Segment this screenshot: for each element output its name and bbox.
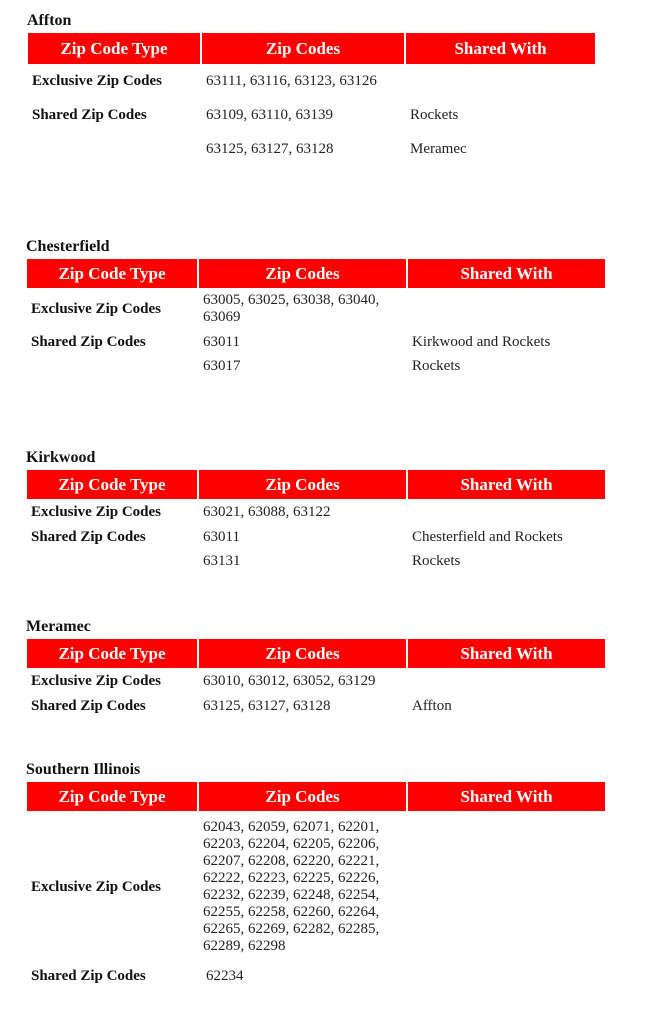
row-type: Exclusive Zip Codes: [31, 503, 162, 520]
row-zip-codes: 63131: [203, 553, 241, 569]
header-zip-code-type: Zip Code Type: [27, 782, 197, 811]
row-zip-codes: 63010, 63012, 63052, 63129: [203, 672, 376, 689]
table-header-row: [28, 33, 595, 64]
table-row: [27, 330, 605, 354]
table-row: [28, 98, 595, 132]
header-zip-codes: Zip Codes: [199, 639, 406, 668]
row-type: Exclusive Zip Codes: [31, 300, 162, 317]
header-zip-code-type: Zip Code Type: [27, 259, 197, 288]
header-zip-codes: Zip Codes: [199, 782, 406, 811]
table-row: [28, 64, 595, 98]
table-row: [28, 132, 595, 166]
table-row: [27, 549, 605, 574]
row-shared-with: Rockets: [412, 553, 461, 569]
header-zip-codes: Zip Codes: [199, 259, 406, 288]
section-title: Kirkwood: [26, 449, 96, 466]
header-zip-code-type: Zip Code Type: [27, 639, 197, 668]
row-type: Shared Zip Codes: [31, 967, 146, 984]
row-type: [28, 132, 200, 166]
row-zip-codes: 63021, 63088, 63122: [203, 503, 331, 520]
table-row: [27, 811, 605, 963]
row-zip-codes: 63011: [203, 528, 240, 545]
zip-table: [25, 782, 607, 989]
section-affton: [27, 12, 597, 166]
row-zip-codes: 63017: [203, 358, 241, 374]
row-type: Shared Zip Codes: [32, 106, 147, 123]
section-kirkwood: [26, 449, 607, 574]
row-type: Exclusive Zip Codes: [31, 672, 162, 689]
section-title: Chesterfield: [26, 238, 110, 255]
zip-table: [25, 259, 607, 379]
row-zip-codes: 63111, 63116, 63123, 63126: [206, 72, 377, 89]
row-zip-codes: [199, 811, 406, 963]
row-shared-with: [408, 668, 605, 694]
row-zip-codes: 63109, 63110, 63139: [206, 106, 333, 123]
row-zip-codes: [199, 963, 406, 989]
row-shared-with: [408, 963, 605, 989]
row-shared-with: Rockets: [410, 106, 459, 123]
table-header-row: [27, 639, 605, 668]
row-shared-with: Affton: [412, 697, 452, 714]
row-zip-codes: 63125, 63127, 63128: [206, 140, 334, 157]
table-row: [27, 694, 605, 718]
section-title: Meramec: [26, 618, 91, 635]
row-type: Exclusive Zip Codes: [31, 878, 162, 895]
row-type: Shared Zip Codes: [31, 333, 146, 350]
section-title: Southern Illinois: [26, 761, 141, 778]
table-header-row: [27, 259, 605, 288]
section-southern-illinois: [26, 761, 607, 989]
header-shared-with: Shared With: [408, 259, 605, 288]
row-shared-with: Meramec: [410, 140, 467, 157]
section-title: Affton: [27, 12, 72, 29]
zip-codes-text: 63005, 63025, 63038, 63040, 63069: [203, 292, 380, 325]
section-meramec: [26, 618, 607, 718]
row-shared-with: [408, 288, 605, 330]
row-shared-with: [408, 811, 605, 963]
row-type: Exclusive Zip Codes: [32, 72, 163, 89]
row-shared-with: [406, 64, 595, 98]
header-shared-with: Shared With: [406, 33, 595, 64]
table-row: [27, 963, 605, 989]
header-zip-code-type: Zip Code Type: [27, 470, 197, 499]
table-row: [27, 354, 605, 379]
table-header-row: [27, 470, 605, 499]
table-header-row: [27, 782, 605, 811]
table-row: [27, 668, 605, 694]
table-row: [27, 525, 605, 549]
row-type: Shared Zip Codes: [31, 528, 146, 545]
row-zip-codes: 63011: [203, 333, 240, 350]
row-zip-codes: [199, 288, 406, 330]
table-row: [27, 288, 605, 330]
zip-table: [26, 33, 597, 166]
section-chesterfield: [26, 238, 607, 379]
header-zip-codes: Zip Codes: [199, 470, 406, 499]
zip-codes-text: 62043, 62059, 62071, 62201, 62203, 62204, 62205, 62206, 62207, 62208, 62220, 62221, 62222, 62223, 62225, 62226, 62232, 62239, 62248, 62254, 62255, 62258, 62260, 62264, 62265, 62269, 62282, 62285, 62289, 62298: [203, 819, 380, 954]
header-shared-with: Shared With: [408, 470, 605, 499]
row-type: [27, 549, 197, 574]
row-zip-codes: 63125, 63127, 63128: [203, 697, 331, 714]
row-type: [27, 354, 197, 379]
header-zip-code-type: Zip Code Type: [28, 33, 200, 64]
row-shared-with: [408, 499, 605, 525]
table-row: [27, 499, 605, 525]
row-shared-with: Kirkwood and Rockets: [412, 333, 551, 350]
header-shared-with: Shared With: [408, 639, 605, 668]
row-shared-with: Chesterfield and Rockets: [412, 528, 563, 545]
header-shared-with: Shared With: [408, 782, 605, 811]
zip-table: [25, 639, 607, 718]
row-type: Shared Zip Codes: [31, 697, 146, 714]
header-zip-codes: Zip Codes: [202, 33, 404, 64]
zip-codes-text: 62234: [206, 967, 244, 984]
zip-table: [25, 470, 607, 574]
row-shared-with: Rockets: [412, 358, 461, 374]
